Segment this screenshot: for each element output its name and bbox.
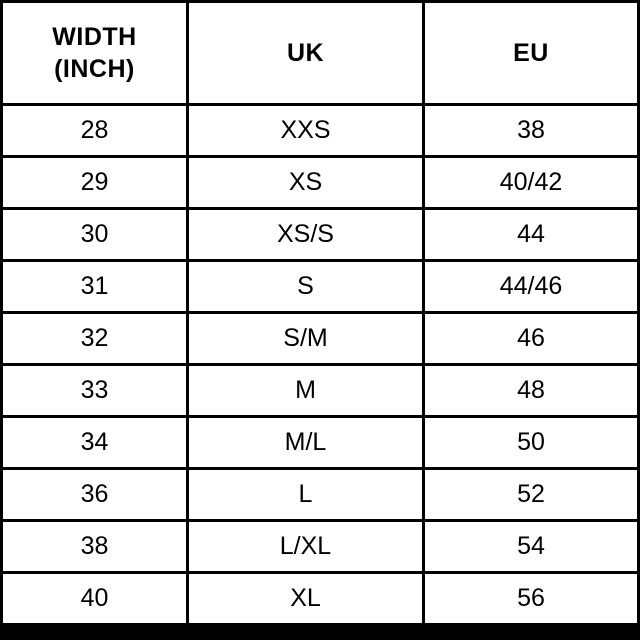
cell-uk: S (188, 261, 424, 313)
cell-width: 38 (2, 521, 188, 573)
table-body (2, 105, 639, 625)
cell-uk: M (188, 365, 424, 417)
table-header-row (2, 2, 639, 105)
cell-width: 30 (2, 209, 188, 261)
table-row (2, 573, 639, 625)
table-row (2, 521, 639, 573)
cell-eu: 56 (424, 573, 639, 625)
table-row (2, 209, 639, 261)
cell-uk: L/XL (188, 521, 424, 573)
cell-width: 29 (2, 157, 188, 209)
cell-eu: 50 (424, 417, 639, 469)
column-header-width-line1: WIDTH (52, 22, 137, 51)
cell-uk: XS/S (188, 209, 424, 261)
table-row (2, 469, 639, 521)
table-row (2, 313, 639, 365)
cell-uk: M/L (188, 417, 424, 469)
cell-eu: 46 (424, 313, 639, 365)
cell-width: 28 (2, 105, 188, 157)
cell-uk: XXS (188, 105, 424, 157)
cell-width: 40 (2, 573, 188, 625)
cell-eu: 52 (424, 469, 639, 521)
table-row (2, 105, 639, 157)
table-header (2, 2, 639, 105)
column-header-width-line2: (INCH) (54, 55, 135, 83)
cell-eu: 38 (424, 105, 639, 157)
cell-uk: XS (188, 157, 424, 209)
cell-eu: 40/42 (424, 157, 639, 209)
cell-width: 32 (2, 313, 188, 365)
column-header-eu: EU (424, 2, 639, 105)
cell-width: 36 (2, 469, 188, 521)
cell-eu: 48 (424, 365, 639, 417)
cell-width: 33 (2, 365, 188, 417)
cell-eu: 44 (424, 209, 639, 261)
column-header-uk: UK (188, 2, 424, 105)
cell-width: 34 (2, 417, 188, 469)
cell-uk: XL (188, 573, 424, 625)
cell-uk: L (188, 469, 424, 521)
column-header-width (2, 2, 188, 105)
cell-uk: S/M (188, 313, 424, 365)
table-row (2, 365, 639, 417)
table-row (2, 417, 639, 469)
cell-eu: 54 (424, 521, 639, 573)
table-row (2, 157, 639, 209)
table-row (2, 261, 639, 313)
cell-width: 31 (2, 261, 188, 313)
cell-eu: 44/46 (424, 261, 639, 313)
